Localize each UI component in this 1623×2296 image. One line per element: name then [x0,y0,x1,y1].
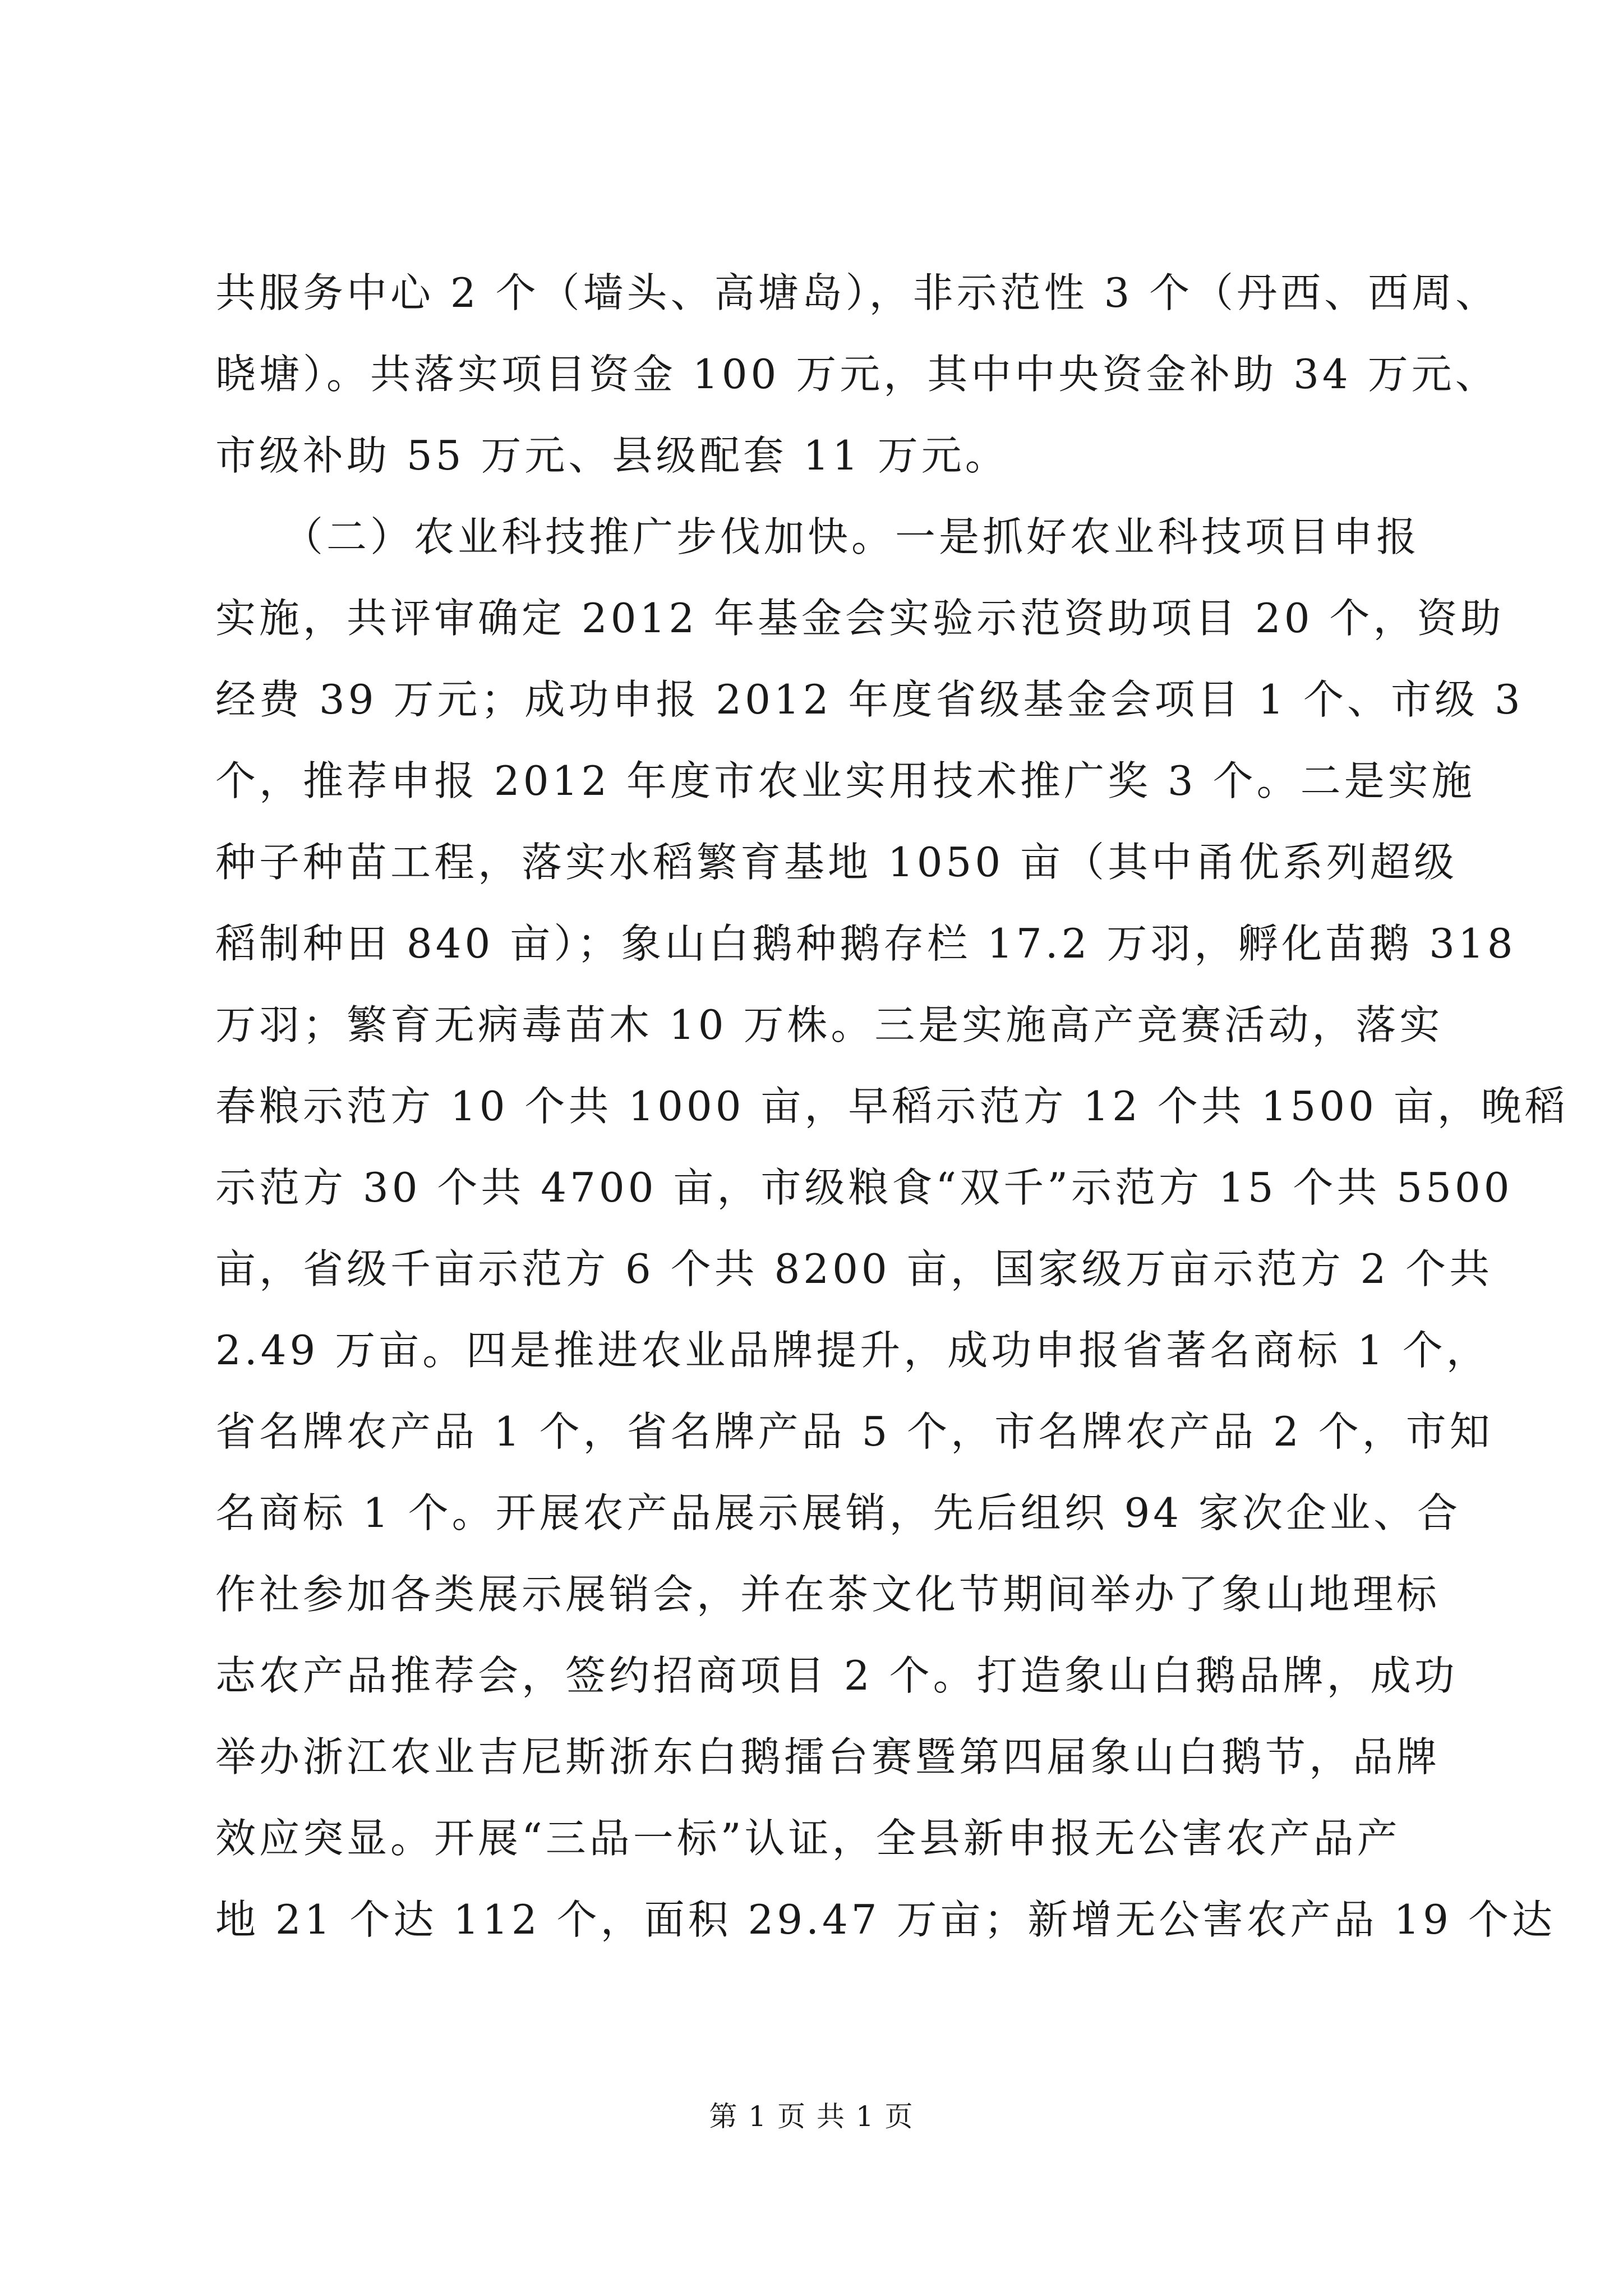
body-text-line: 市级补助 55 万元、县级配套 11 万元。 [215,432,1009,479]
body-text-line: 稻制种田 840 亩）；象山白鹅种鹅存栏 17.2 万羽，孵化苗鹅 318 [215,920,1516,967]
body-text-line: 地 21 个达 112 个，面积 29.47 万亩；新增无公害农产品 19 个达 [215,1896,1556,1943]
body-text-line: 经费 39 万元；成功申报 2012 年度省级基金会项目 1 个、市级 3 [215,676,1524,723]
body-text-line: 示范方 30 个共 4700 亩，市级粮食“双千”示范方 15 个共 5500 [215,1164,1513,1211]
body-text-line: 个，推荐申报 2012 年度市农业实用技术推广奖 3 个。二是实施 [215,757,1476,804]
body-text-line: 作社参加各类展示展销会，并在茶文化节期间举办了象山地理标 [215,1571,1441,1618]
body-text-line: 举办浙江农业吉尼斯浙东白鹅擂台赛暨第四届象山白鹅节，品牌 [215,1733,1441,1780]
body-text-line: 共服务中心 2 个（墙头、高塘岛），非示范性 3 个（丹西、西周、 [215,269,1500,316]
body-text-line: 实施，共评审确定 2012 年基金会实验示范资助项目 20 个，资助 [215,595,1505,642]
body-text-line: （二）农业科技推广步伐加快。一是抓好农业科技项目申报 [215,513,1421,560]
body-text-line: 晓塘）。共落实项目资金 100 万元，其中中央资金补助 34 万元、 [215,351,1499,398]
body-text-line: 亩，省级千亩示范方 6 个共 8200 亩，国家级万亩示范方 2 个共 [215,1245,1493,1292]
page-footer: 第 1 页 共 1 页 [709,2100,914,2133]
body-text-line: 名商标 1 个。开展农产品展示展销，先后组织 94 家次企业、合 [215,1489,1461,1536]
body-text-line: 省名牌农产品 1 个，省名牌产品 5 个，市名牌农产品 2 个，市知 [215,1408,1493,1455]
body-text-line: 效应突显。开展“三品一标”认证，全县新申报无公害农产品产 [215,1815,1401,1862]
body-text-line: 春粮示范方 10 个共 1000 亩，早稻示范方 12 个共 1500 亩，晚稻 [215,1083,1569,1130]
body-text-line: 志农产品推荐会，签约招商项目 2 个。打造象山白鹅品牌，成功 [215,1652,1458,1699]
body-text-line: 万羽；繁育无病毒苗木 10 万株。三是实施高产竞赛活动，落实 [215,1001,1444,1048]
body-text-line: 种子种苗工程，落实水稻繁育基地 1050 亩（其中甬优系列超级 [215,839,1458,886]
body-text-line: 2.49 万亩。四是推进农业品牌提升，成功申报省著名商标 1 个， [215,1327,1490,1374]
